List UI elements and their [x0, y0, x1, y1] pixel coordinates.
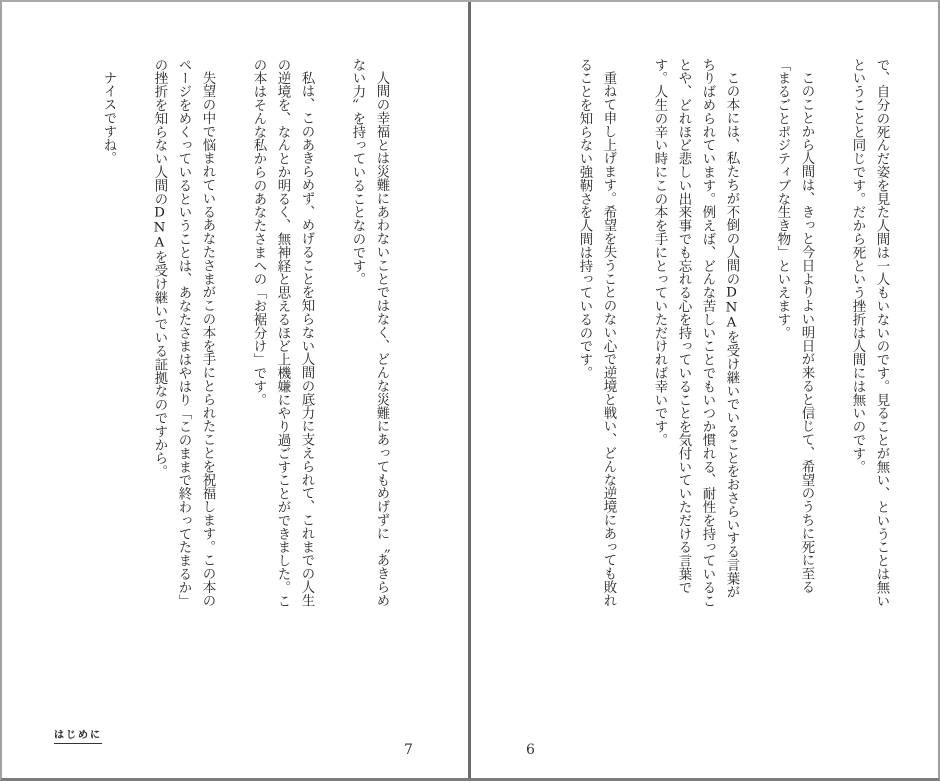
page-number-7: 7 — [404, 742, 413, 758]
paragraph: 失望の中で悩まれているあなたさまがこの本を手にとられたことを祝福します。この本のページをめくっているということは、あなたさまはやはり「このままで終わってたまるか」の挫折を知らない人間のDNAを受け継いでいる証拠なのですから。 — [152, 58, 215, 608]
paragraph: 重ねて申し上げます。希望を失うことのない心で逆境と戦い、どんな逆境にあっても敗れることを知らない強靭さを人間は持っているのです。 — [577, 58, 616, 608]
paragraph: ナイスですね。 — [101, 71, 116, 166]
paragraph: 人間の幸福とは災難にあわないことではなく、どんな災難にあってもめげずに〝あきらめない力〟を持っていることなのです。 — [350, 58, 389, 608]
paragraph: で、自分の死んだ姿を見た人間は一人もいないのです。見ることが無い、ということは無いということと同じです。だから死という挫折は人間には無いのです。 — [850, 58, 889, 608]
paragraph: この本には、私たちが不倒の人間のDNAを受け継いでいることをおさらいする言葉がちりばめられています。例えば、どんな苦しいことでもいつか慣れる、耐性を持っていることや、どれほど悲しい出来事でも忘れる心を持っていることを気付いていただける言葉です。人生の辛い時にこの本を手にとっていただければ幸いです。 — [652, 58, 739, 608]
page-divider — [468, 2, 471, 781]
page-6-text-block — [572, 58, 893, 612]
paragraph: 私は、このあきらめず、めげることを知らない人間の底力に支えられて、これまでの人生の逆境を、なんとか明るく、無神経と思えるほど上機嫌にやり過ごすことができました。この本はそんな私からのあなたさまへの「お裾分け」です。 — [251, 58, 314, 608]
paragraph: このことから人間は、きっと今日よりよい明日が来ると信じて、希望のうちに死に至る「まるごとポジティブな生き物」といえます。 — [775, 58, 814, 594]
page-number-6: 6 — [526, 742, 535, 758]
chapter-marker: はじめに — [54, 726, 102, 744]
page-7-text-block — [96, 58, 393, 612]
